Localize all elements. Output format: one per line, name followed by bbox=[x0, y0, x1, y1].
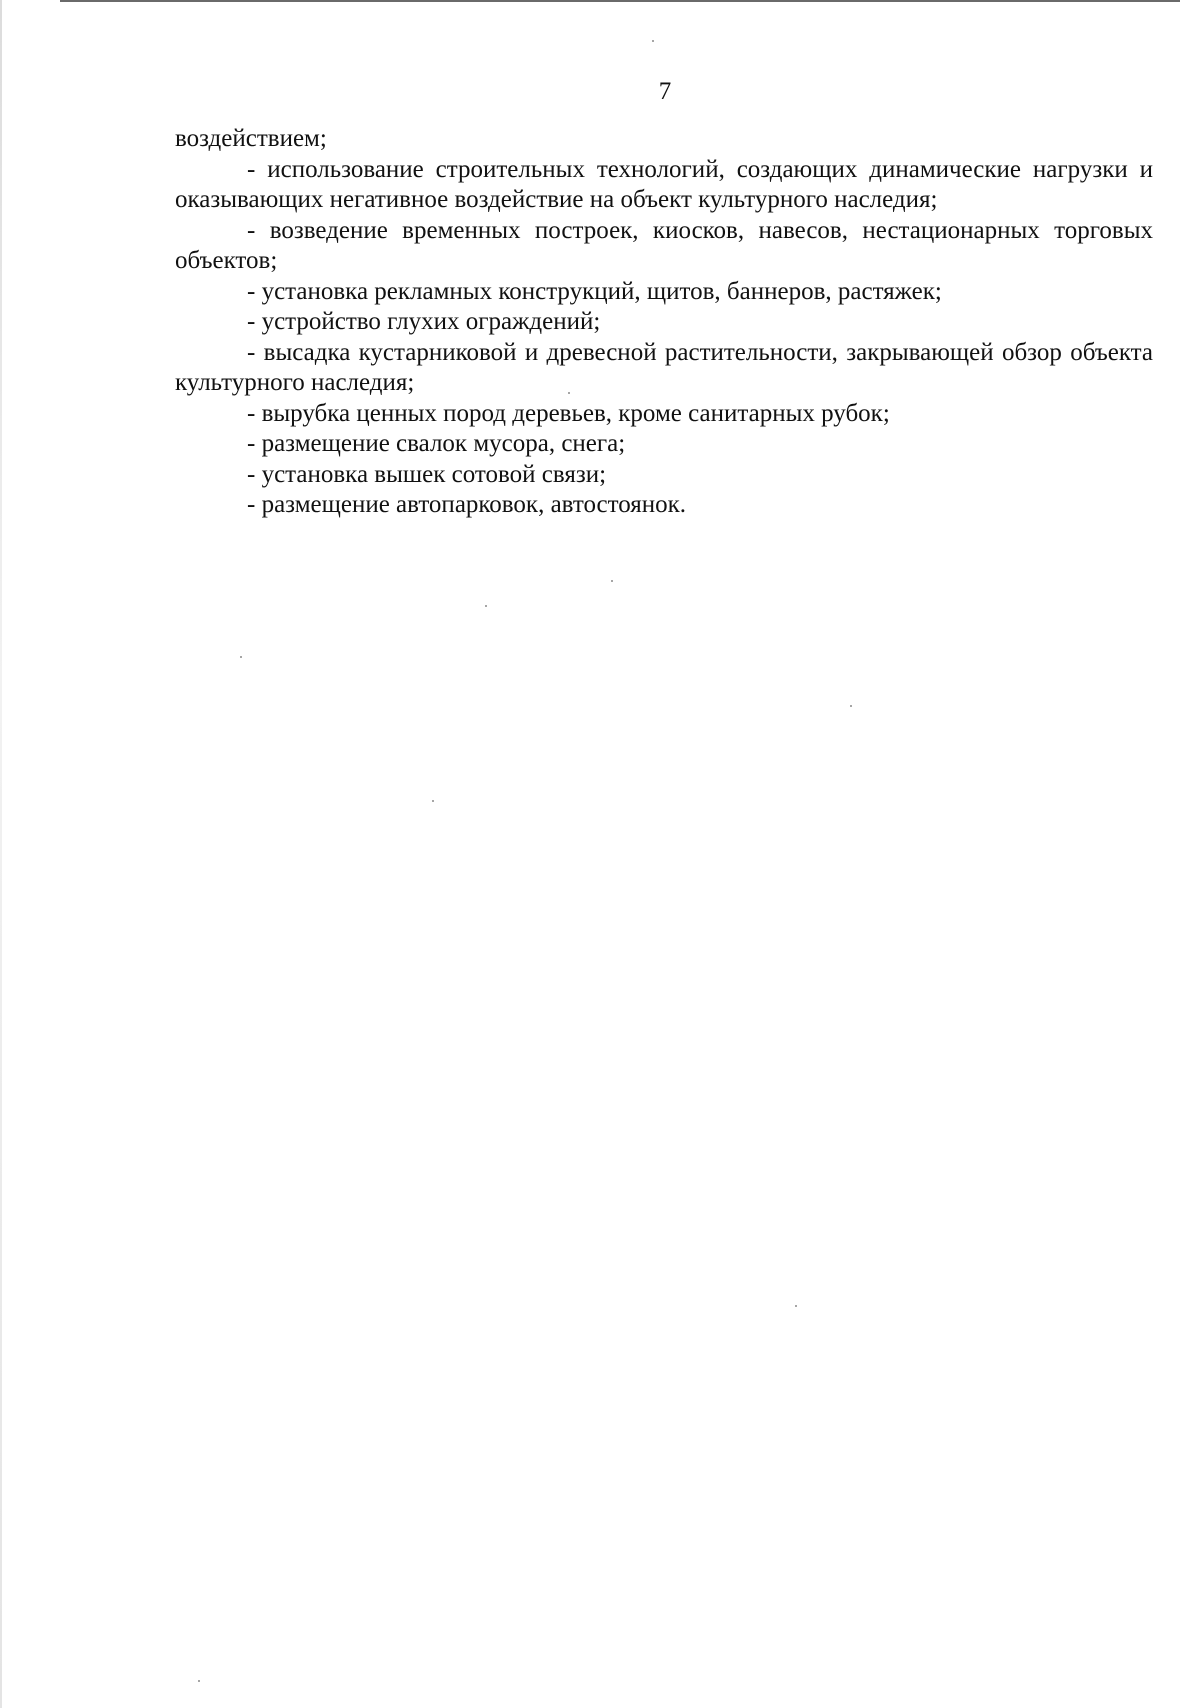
page-number: 7 bbox=[658, 78, 672, 105]
scan-speck bbox=[240, 656, 242, 658]
scan-speck bbox=[795, 1305, 797, 1307]
list-item-advertising-structures: - установка рекламных конструкций, щитов, баннеров, растяжек; bbox=[247, 277, 942, 305]
scan-speck bbox=[568, 392, 570, 394]
scan-left-edge bbox=[0, 0, 2, 1708]
list-item-parking: - размещение автопарковок, автостоянок. bbox=[247, 491, 687, 518]
scan-top-border bbox=[60, 0, 1180, 2]
scan-speck bbox=[850, 705, 852, 707]
scan-speck bbox=[485, 605, 487, 607]
document-body bbox=[175, 124, 1153, 521]
scan-speck bbox=[611, 580, 613, 582]
list-item-solid-fences: - устройство глухих ограждений; bbox=[247, 308, 601, 335]
list-item-cell-towers: - установка вышек сотовой связи; bbox=[247, 460, 607, 488]
paragraph-continuation: воздействием; bbox=[175, 125, 327, 152]
list-item-temporary-buildings: - возведение временных построек, киосков, навесов, нестационарных торговых объектов; bbox=[175, 216, 1153, 274]
scan-speck bbox=[198, 1680, 200, 1682]
scan-speck bbox=[652, 40, 654, 42]
scan-speck bbox=[432, 800, 434, 802]
list-item-planting-vegetation: - высадка кустарниковой и древесной растительности, закрывающей обзор объекта культурного наследия; bbox=[175, 338, 1153, 396]
list-item-waste-dumps: - размещение свалок мусора, снега; bbox=[247, 430, 626, 457]
list-item-construction-technologies: - использование строительных технологий, создающих динамические нагрузки и оказывающих негативное воздействие на объект культурного наследия; bbox=[175, 155, 1153, 213]
list-item-tree-felling: - вырубка ценных пород деревьев, кроме санитарных рубок; bbox=[247, 399, 890, 427]
